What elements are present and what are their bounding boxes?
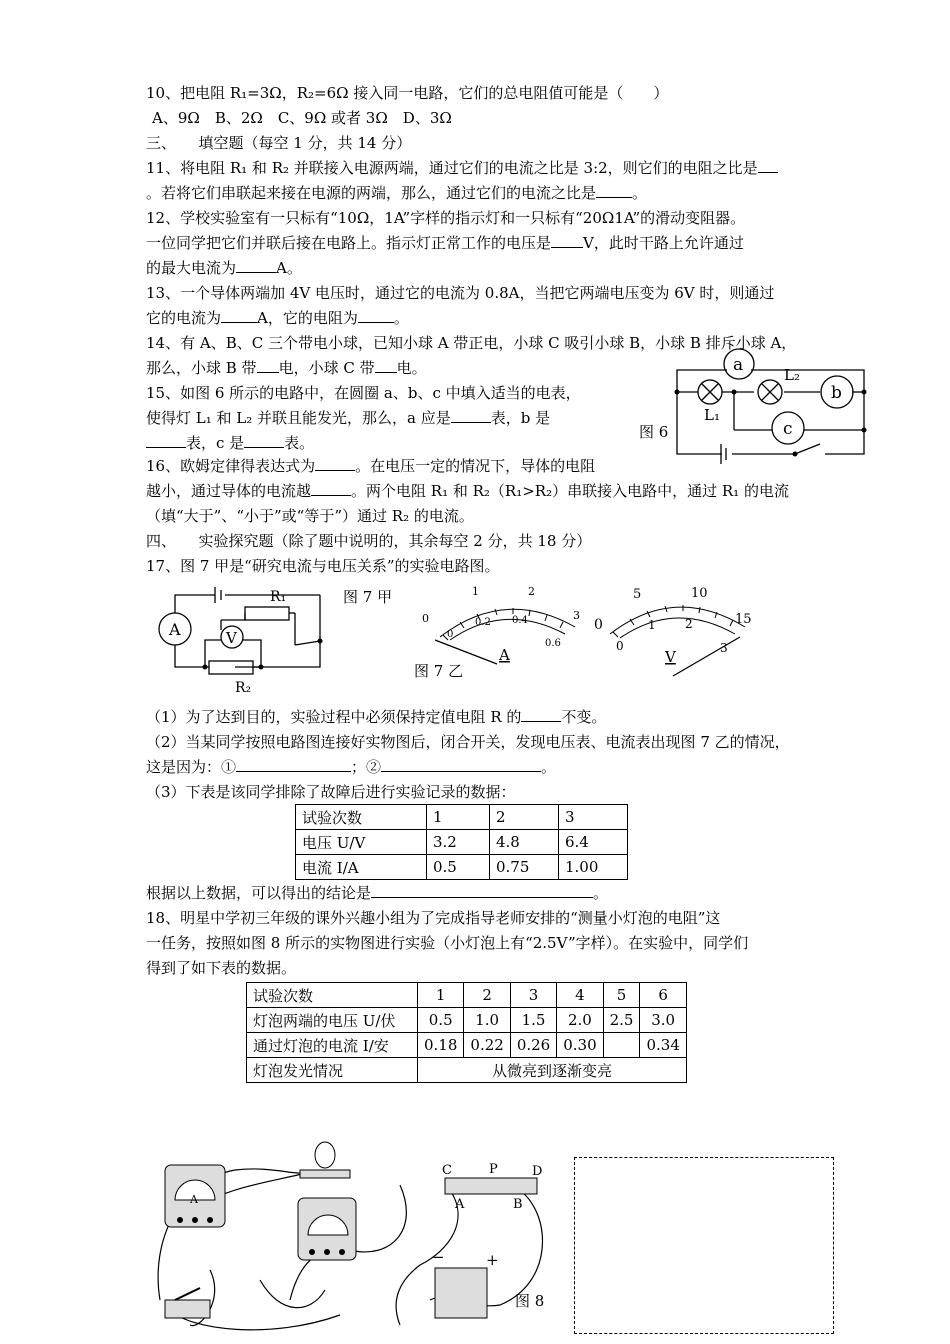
vm-o0: 0: [594, 617, 603, 633]
table-cell: 试验次数: [296, 805, 427, 830]
vm-i3: 3: [720, 641, 728, 655]
table-cell: 灯泡发光情况: [247, 1058, 418, 1083]
fig8-ammeter-A: A: [190, 1193, 198, 1206]
table-row: [247, 1033, 687, 1058]
q14-text3: 电。: [396, 359, 427, 377]
vm-o2: 10: [691, 586, 708, 601]
voltmeter-symbol: V: [665, 648, 676, 666]
table-cell: 5: [603, 983, 640, 1008]
q16-blank1[interactable]: [315, 456, 355, 471]
table-cell: 4.8: [490, 830, 559, 855]
fig6-meter-a: a: [733, 355, 744, 375]
q11-blank1[interactable]: [758, 158, 778, 173]
fig7-R1: R₁: [270, 589, 287, 605]
table-cell: 0.30: [557, 1033, 603, 1058]
fig8-plus: +: [486, 1251, 499, 1269]
table-cell: 从微亮到逐渐变亮: [418, 1058, 687, 1083]
q15-text3: 表，c 是: [186, 434, 245, 452]
vm-i2: 2: [685, 617, 693, 631]
fig7-voltmeter-label: V: [226, 629, 237, 647]
table-cell: 1: [418, 983, 464, 1008]
am-i1: 0.2: [475, 617, 491, 628]
q18-line1: 18、明星中学初三年级的课外兴趣小组为了完成指导老师安排的“测量小灯泡的电阻”这: [146, 909, 721, 927]
q17-concl-end: 。: [593, 884, 609, 902]
q12-line1: 12、学校实验室有一只标有“10Ω，1A”字样的指示灯和一只标有“20Ω1A”的滑动变阻器。: [146, 209, 746, 227]
q11-blank2[interactable]: [596, 183, 632, 198]
am-i3: 0.6: [545, 638, 561, 649]
fig8-label-B: B: [513, 1197, 523, 1212]
q17-blank3[interactable]: [381, 757, 541, 772]
q13-line2: [146, 308, 409, 328]
q15-blank1[interactable]: [451, 408, 491, 423]
q17-p3: （3）下表是该同学排除了故障后进行实验记录的数据：: [146, 783, 516, 801]
q16-blank2[interactable]: [311, 481, 351, 496]
q17-conclusion: [146, 883, 608, 903]
fig6-L2: L₂: [784, 366, 800, 384]
table-cell: 3.2: [427, 830, 490, 855]
table-row: [247, 1058, 687, 1083]
q15-text2: 表，b 是: [490, 409, 551, 427]
table-cell: 0.22: [464, 1033, 510, 1058]
fig6-meter-c: c: [783, 419, 793, 439]
q17-p1: [146, 707, 606, 727]
table-cell: 0.5: [427, 855, 490, 880]
table-cell: 3: [510, 983, 556, 1008]
table-cell: 2: [464, 983, 510, 1008]
am-o3: 3: [573, 609, 580, 622]
table-cell: 1.5: [510, 1008, 556, 1033]
vm-i0: 0: [616, 639, 624, 653]
fig8-label-C: C: [442, 1163, 452, 1178]
q12-blank2[interactable]: [236, 258, 276, 273]
table-cell: 电压 U/V: [296, 830, 427, 855]
q12-blank1[interactable]: [551, 233, 583, 248]
q13-text3: 。: [393, 309, 409, 327]
q11-text1: 11、将电阻 R₁ 和 R₂ 并联接入电源两端，通过它们的电流之比是 3:2，则它们的电阻之比是: [146, 159, 758, 177]
table-row: [296, 805, 628, 830]
fig7-yi-meters: [415, 582, 770, 692]
table-cell: 6.4: [559, 830, 628, 855]
q12-text2: V，此时干路上允许通过: [583, 234, 744, 252]
table-cell: 1: [427, 805, 490, 830]
q10-stem: 10、把电阻 R₁=3Ω，R₂=6Ω 接入同一电路，它们的总电阻值可能是（ ）: [146, 84, 669, 102]
section-4-heading: 四、 实验探究题（除了题中说明的，其余每空 2 分，共 18 分）: [146, 532, 592, 550]
q14-line2: [146, 358, 427, 378]
vm-o3: 15: [735, 612, 752, 627]
fig8-apparatus: [150, 1140, 570, 1340]
q11-text2: 。若将它们串联起来接在电源的两端，那么，通过它们的电流之比是: [146, 184, 597, 202]
table-row: [247, 1008, 687, 1033]
q14-text2: 电，小球 C 带: [278, 359, 375, 377]
q12-line2: [146, 233, 744, 253]
q17-p2: （2）当某同学按照电路图连接好实物图后，闭合开关，发现电压表、电流表出现图 7 乙的情况，: [146, 733, 790, 751]
q13-line1: 13、一个导体两端加 4V 电压时，通过它的电流为 0.8A，当把它两端电压变为 6V 时，则通过: [146, 284, 775, 302]
table-cell: 1.0: [464, 1008, 510, 1033]
q16-text4: 。两个电阻 R₁ 和 R₂（R₁>R₂）串联接入电路中，通过 R₁ 的电流: [351, 482, 789, 500]
table-row: [296, 830, 628, 855]
am-o2: 2: [528, 585, 535, 598]
table-cell: [603, 1033, 640, 1058]
q17-blank1[interactable]: [521, 707, 561, 722]
fig6-circuit: [670, 348, 880, 468]
table-row: [247, 983, 687, 1008]
q17-data-table: [295, 804, 628, 880]
fig8-label-P: P: [489, 1162, 498, 1177]
table-cell: 0.34: [640, 1033, 686, 1058]
q17-p2-text2: ；②: [351, 758, 382, 776]
q17-p2-line2: [146, 757, 556, 777]
am-i0: 0: [447, 629, 454, 640]
table-cell: 3.0: [640, 1008, 686, 1033]
q14-blank2[interactable]: [375, 358, 397, 373]
q14-blank1[interactable]: [257, 358, 279, 373]
q16-line3: （填“大于”、“小于”或“等于”）通过 R₂ 的电流。: [146, 507, 474, 525]
q14-line1: 14、有 A、B、C 三个带电小球，已知小球 A 带正电，小球 C 吸引小球 B，小球 B 排斥小球 A，: [146, 334, 797, 352]
circuit-drawing-box[interactable]: [574, 1157, 834, 1334]
q12-text1: 一位同学把它们并联后接在电路上。指示灯正常工作的电压是: [146, 234, 552, 252]
voltmeter-pointer: [673, 637, 740, 676]
q11-text3: 。: [632, 184, 648, 202]
table-cell: 0.18: [418, 1033, 464, 1058]
fig7-yi-caption: 图 7 乙: [414, 662, 464, 680]
q16-text2: 。在电压一定的情况下，导体的电阻: [355, 457, 596, 475]
q15-blank3[interactable]: [244, 433, 284, 448]
q18-line2: 一任务，按照如图 8 所示的实物图进行实验（小灯泡上有“2.5V”字样）。在实验中，同学们: [146, 934, 749, 952]
table-cell: 通过灯泡的电流 I/安: [247, 1033, 418, 1058]
q11-line2: [146, 183, 647, 203]
vm-o1: 5: [633, 587, 642, 602]
table-cell: 1.00: [559, 855, 628, 880]
fig8-minus: −: [432, 1248, 445, 1266]
q14-text1: 那么，小球 B 带: [146, 359, 257, 377]
q18-line3: 得到了如下表的数据。: [146, 959, 297, 977]
ammeter-symbol: A: [499, 646, 510, 664]
am-o1: 1: [472, 585, 479, 598]
fig7-jia-circuit: [155, 585, 325, 695]
q11-line1: [146, 158, 778, 178]
fig7-R2: R₂: [235, 680, 252, 696]
q16-line2: [146, 481, 789, 501]
q15-blank2[interactable]: [146, 433, 186, 448]
q15-line1: 15、如图 6 所示的电路中，在圆圈 a、b、c 中填入适当的电表，: [146, 384, 581, 402]
table-cell: 6: [640, 983, 686, 1008]
table-cell: 0.5: [418, 1008, 464, 1033]
q16-text3: 越小，通过导体的电流越: [146, 482, 312, 500]
q15-line2: [146, 408, 550, 428]
table-row: [296, 855, 628, 880]
fig6-meter-b: b: [831, 383, 842, 403]
table-cell: 试验次数: [247, 983, 418, 1008]
table-cell: 4: [557, 983, 603, 1008]
q12-line3: [146, 258, 302, 278]
vm-i1: 1: [648, 618, 656, 632]
q15-text4: 表。: [284, 434, 315, 452]
fig7-jia-caption: 图 7 甲: [343, 588, 393, 606]
q17-concl-text: 根据以上数据，可以得出的结论是: [146, 884, 372, 902]
q17-blank4[interactable]: [371, 883, 593, 898]
fig6-caption: 图 6: [639, 423, 669, 441]
table-cell: 0.26: [510, 1033, 556, 1058]
q13-text1: 它的电流为: [146, 309, 222, 327]
q12-text3: 的最大电流为: [146, 259, 237, 277]
q13-blank2[interactable]: [358, 308, 394, 323]
q16-line1: [146, 456, 595, 476]
table-cell: 2: [490, 805, 559, 830]
fig7-ammeter-label: A: [169, 620, 181, 639]
q10-options: A、9Ω B、2Ω C、9Ω 或者 3Ω D、3Ω: [152, 109, 452, 127]
table-cell: 灯泡两端的电压 U/伏: [247, 1008, 418, 1033]
q17-p1-text: （1）为了达到目的，实验过程中必须保持定值电阻 R 的: [146, 708, 522, 726]
q17-blank2[interactable]: [236, 757, 351, 772]
q15-line3: [146, 433, 314, 453]
fig8-label-A: A: [455, 1197, 465, 1212]
q17-title: 17、图 7 甲是“研究电流与电压关系”的实验电路图。: [146, 557, 500, 575]
table-cell: 0.75: [490, 855, 559, 880]
q17-p2-text1: 这是因为：①: [146, 758, 237, 776]
table-cell: 电流 I/A: [296, 855, 427, 880]
q12-text4: A。: [276, 259, 302, 277]
q13-text2: A，它的电阻为: [257, 309, 358, 327]
table-cell: 2.5: [603, 1008, 640, 1033]
fig8-label-D: D: [532, 1164, 543, 1179]
q17-p1-text2: 不变。: [561, 708, 607, 726]
fig8-caption: 图 8: [515, 1292, 545, 1310]
q13-blank1[interactable]: [221, 308, 257, 323]
q16-text1: 16、欧姆定律得表达式为: [146, 457, 316, 475]
table-cell: 3: [559, 805, 628, 830]
am-i2: 0.4: [512, 615, 528, 626]
fig6-L1: L₁: [704, 406, 720, 424]
table-cell: 2.0: [557, 1008, 603, 1033]
q17-p2-text3: 。: [541, 758, 557, 776]
q18-data-table: [246, 982, 687, 1083]
section-3-heading: 三、 填空题（每空 1 分，共 14 分）: [146, 134, 412, 152]
am-o0: 0: [422, 612, 429, 625]
q15-text1: 使得灯 L₁ 和 L₂ 并联且能发光，那么，a 应是: [146, 409, 451, 427]
